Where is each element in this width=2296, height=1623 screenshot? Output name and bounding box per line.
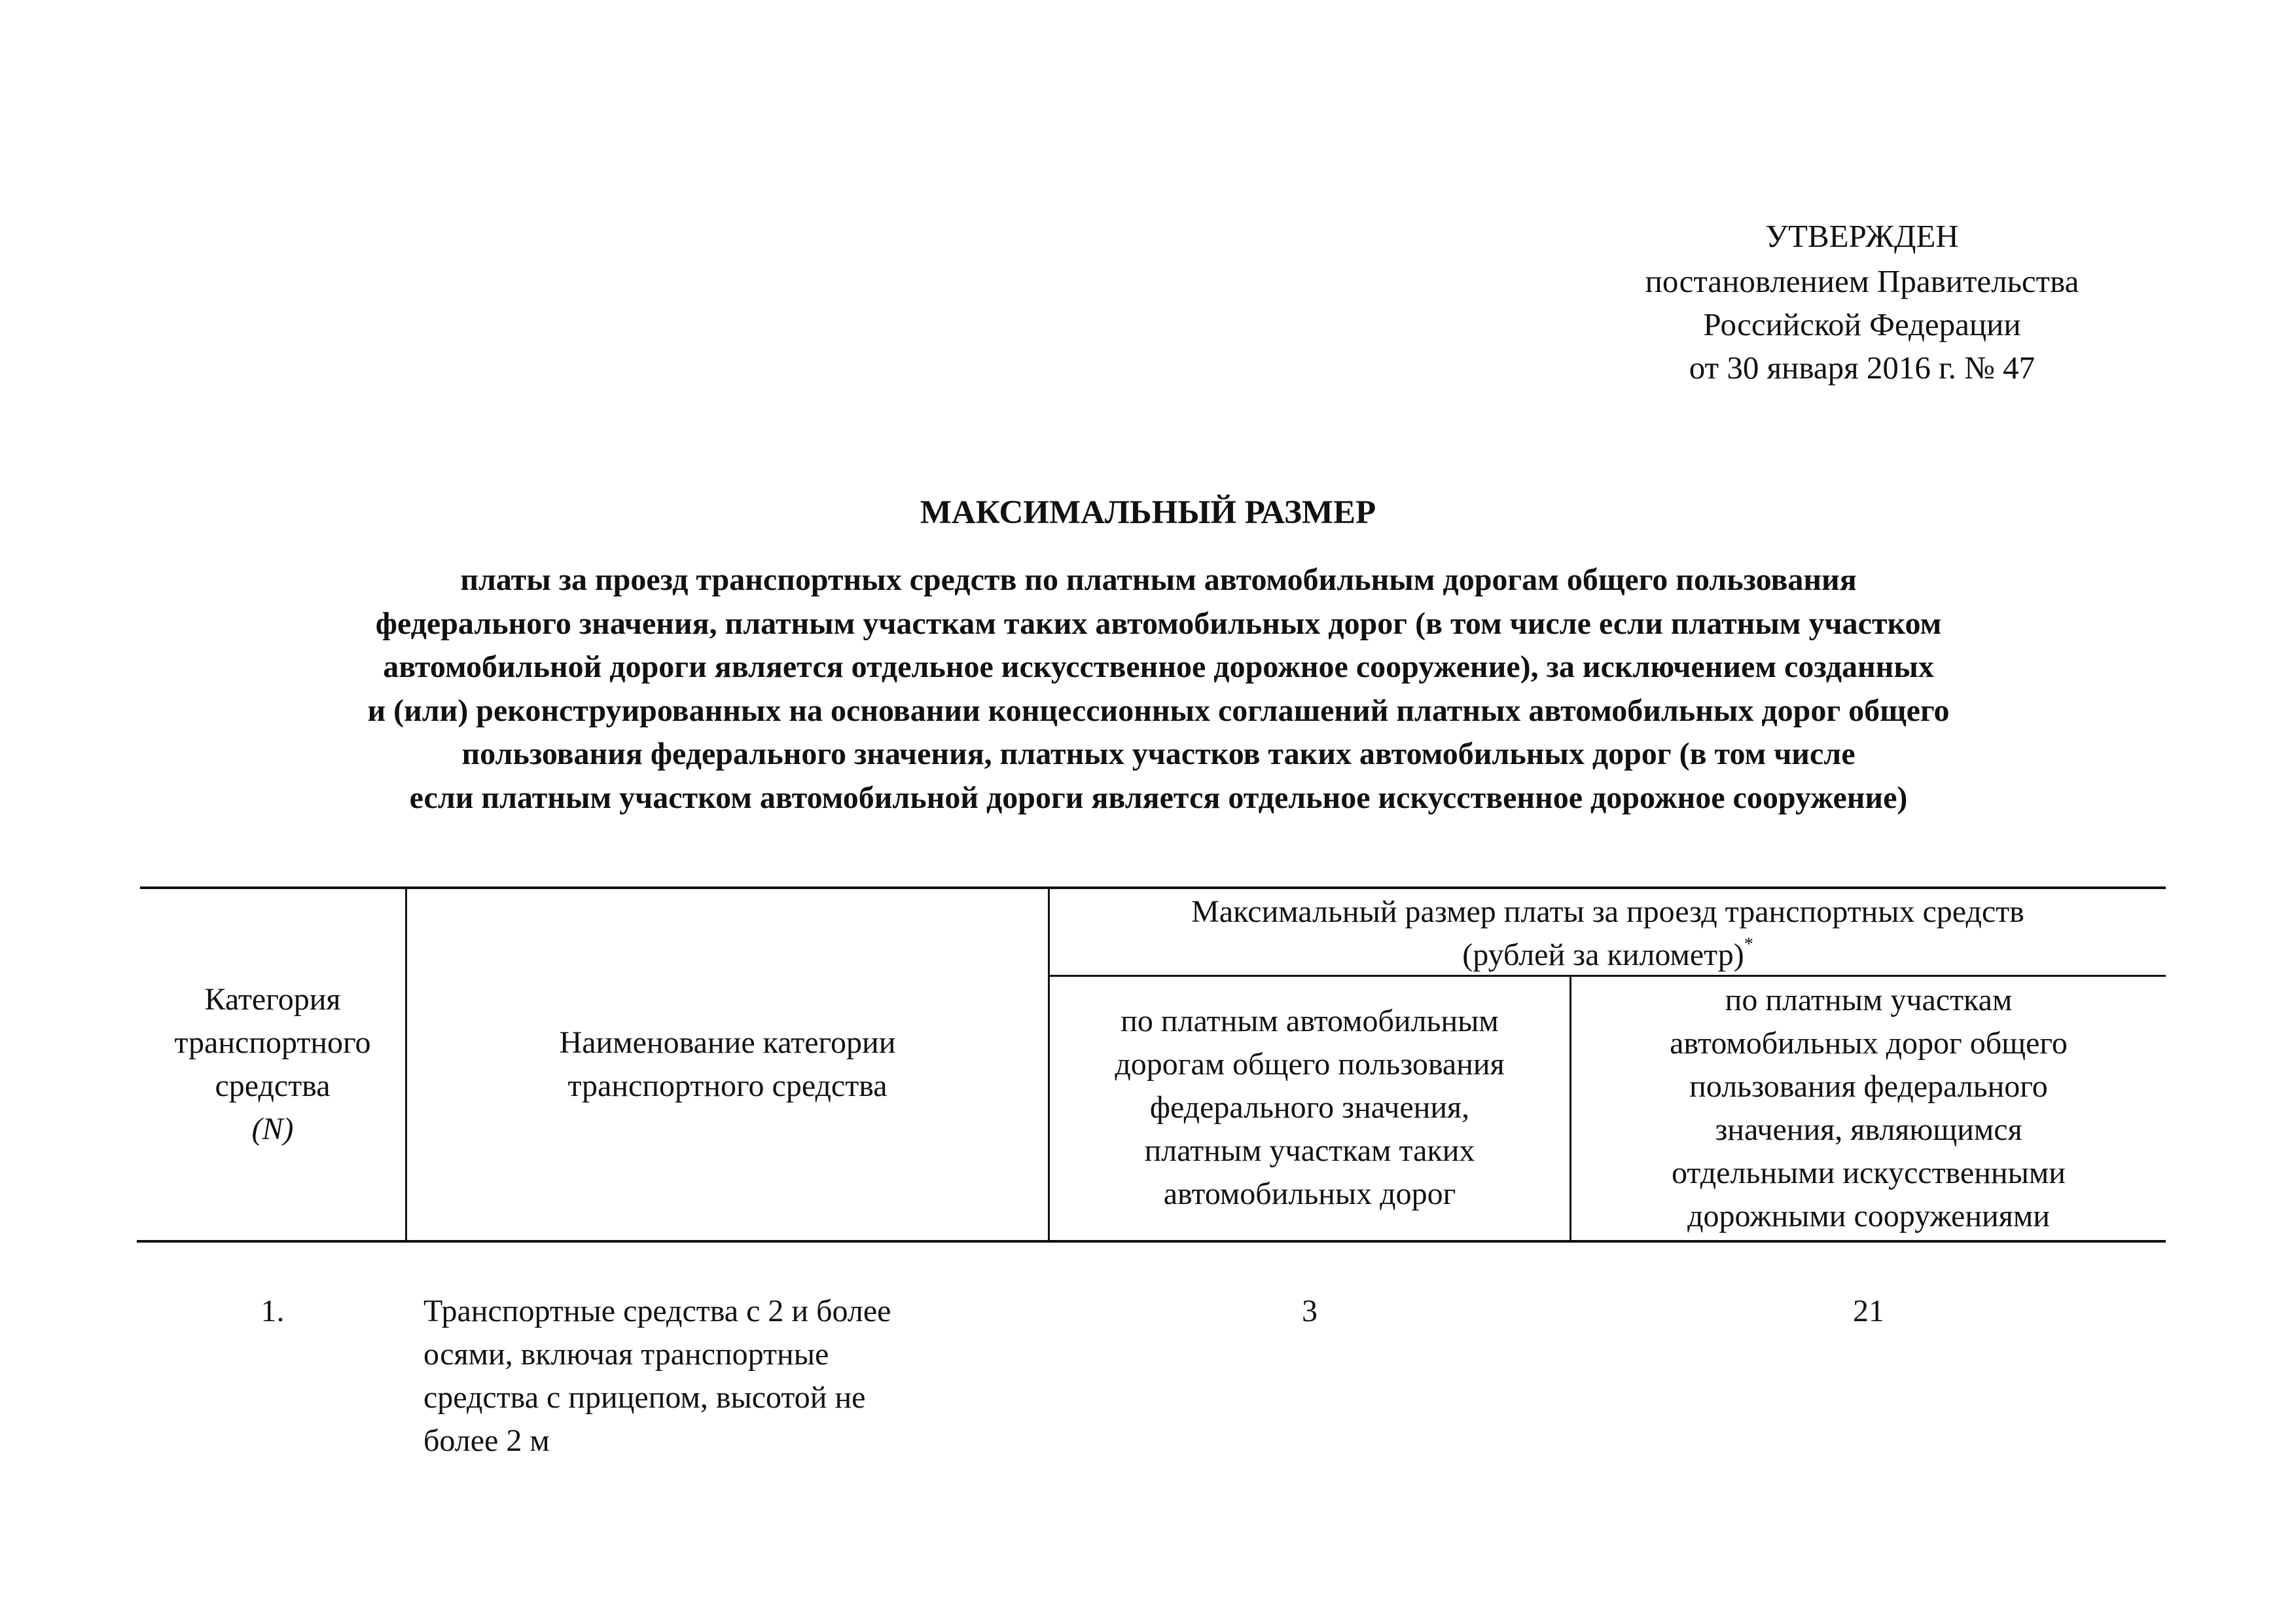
header-name-line: транспортного средства [567, 1068, 888, 1103]
header-roads-line: автомобильных дорог [1163, 1176, 1456, 1211]
approval-decree: постановлением Правительства [1645, 263, 2079, 299]
header-structures-line: автомобильных дорог общего [1670, 1026, 2068, 1061]
document-subtitle [111, 558, 2206, 820]
document-title: МАКСИМАЛЬНЫЙ РАЗМЕР [920, 494, 1376, 531]
subtitle-line: платы за проезд транспортных средств по платным автомобильным дорогам общего пользования [460, 562, 1857, 597]
header-structures-line: пользования федерального [1689, 1069, 2048, 1104]
header-roads [1050, 977, 1570, 1239]
subtitle-line: автомобильной дороги является отдельное искусственное дорожное сооружение), за исключением созданных [383, 649, 1934, 684]
subtitle-line: федерального значения, платным участкам таких автомобильных дорог (в том числе если платным участком [375, 606, 1942, 641]
header-structures-line: значения, являющимся [1715, 1112, 2022, 1147]
subtitle-line: и (или) реконструированных на основании концессионных соглашений платных автомобильных дорог общего [367, 693, 1950, 728]
row-1-name-line: средства с прицепом, высотой не [423, 1380, 866, 1415]
subtitle-line: пользования федерального значения, платных участков таких автомобильных дорог (в том числе [461, 737, 1856, 771]
header-structures-line: отдельными искусственными [1672, 1156, 2066, 1190]
footnote-mark: * [1744, 934, 1753, 955]
row-1-roads-value: 3 [1302, 1294, 1318, 1328]
header-name [407, 889, 1048, 1240]
approval-government: Российской Федерации [1703, 306, 2021, 342]
header-category-line: транспортного [174, 1025, 371, 1060]
header-roads-line: по платным автомобильным [1121, 1004, 1499, 1038]
approval-block [1558, 213, 2166, 390]
row-1-structures-value: 21 [1853, 1294, 1884, 1328]
header-max-fee-unit [1191, 934, 2024, 977]
header-roads-line: дорогам общего пользования [1115, 1047, 1505, 1082]
table-header-bottom-border [137, 1240, 2166, 1243]
header-category-line: Категория [204, 982, 341, 1017]
row-1-name-line: Транспортные средства с 2 и более [423, 1294, 891, 1328]
header-category-symbol: (N) [251, 1112, 294, 1146]
approval-date-number: от 30 января 2016 г. № 47 [1689, 350, 2036, 386]
header-structures-line: дорожными сооружениями [1687, 1199, 2050, 1233]
header-category [140, 889, 405, 1240]
row-1-name [423, 1290, 1039, 1463]
row-1-name-line: осями, включая транспортные [423, 1337, 829, 1372]
approval-heading: УТВЕРЖДЕН [1765, 218, 1959, 254]
header-roads-line: федерального значения, [1149, 1090, 1470, 1125]
header-category-line: средства [215, 1068, 331, 1103]
row-1-name-line: более 2 м [423, 1423, 550, 1458]
header-max-fee-unit-text: (рублей за километр) [1462, 938, 1744, 972]
header-name-line: Наименование категории [559, 1025, 896, 1060]
row-1-number: 1. [260, 1294, 285, 1328]
header-structures-line: по платным участкам [1725, 983, 2013, 1017]
subtitle-line: если платным участком автомобильной дороги является отдельное искусственное дорожное сооружение) [409, 780, 1908, 815]
header-structures [1571, 977, 2166, 1240]
header-max-fee-line: Максимальный размер платы за проезд транспортных средств [1191, 894, 2024, 929]
header-max-fee [1050, 890, 2166, 975]
header-roads-line: платным участкам таких [1144, 1133, 1475, 1168]
